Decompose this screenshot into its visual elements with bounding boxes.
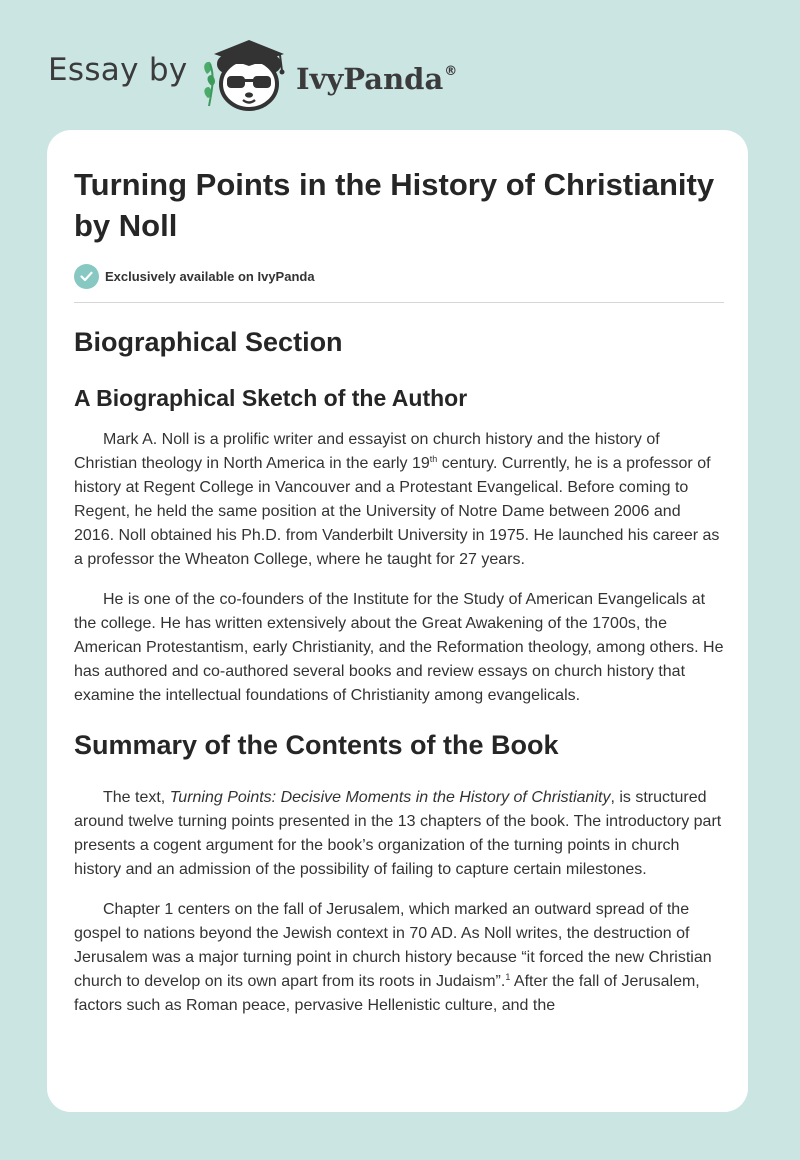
section-heading-biographical: Biographical Section <box>74 327 343 357</box>
check-circle-icon <box>74 264 99 289</box>
paragraph: Chapter 1 centers on the fall of Jerusalem, which marked an outward spread of the gospel to nations beyond the Jewish context in 70 AD. As Noll writes, the destruction of Jerusalem was a major turning point in church history because “it forced the new Christian church to develop on its own apart from its roots in Judaism”.$^1$ After the fall of Jerusalem, factors such as Roman peace, pervasive Hellenistic culture, and the <box>74 901 712 1014</box>
paragraph: He is one of the co-founders of the Institute for the Study of American Evangelicals at the college. He has written extensively about the Great Awakening of the 1700s, the American Protestantism, early Christianity, and the Reformation theology, among others. He has authored and co-authored several books and review essays on church history that examine the intellectual foundations of Christianity among evangelicals. <box>74 591 724 704</box>
subheading-biographical-sketch: A Biographical Sketch of the Author <box>74 385 468 411</box>
paragraph: The text, Turning Points: Decisive Moments in the History of Christianity, is structured around twelve turning points presented in the 13 chapters of the book. The introductory part presents a cogent argument for the book’s organization of the turning points in church history and an admission of the possibility of failing to capture certain milestones. <box>74 789 722 878</box>
content-fade <box>47 1072 748 1112</box>
exclusive-badge-label: Exclusively available on IvyPanda <box>105 268 315 284</box>
panda-graduate-icon[interactable] <box>200 34 296 112</box>
essay-body <box>74 325 724 1018</box>
page-title: Turning Points in the History of Christianity by Noll <box>74 167 715 243</box>
title-divider <box>74 302 724 303</box>
registered-mark: ® <box>444 64 458 79</box>
site-header <box>0 0 800 130</box>
essay-card <box>47 130 748 1112</box>
brand-name: IvyPanda <box>296 62 444 96</box>
exclusive-badge <box>74 263 315 289</box>
paragraph: Mark A. Noll is a prolific writer and essayist on church history and the history of Christian theology in North America in the early 19th century. Currently, he is a professor of history at Regent College in Vancouver and a Protestant Evangelical. Before coming to Regent, he held the same position at the University of Notre Dame between 2006 and 2016. Noll obtained his Ph.D. from Vanderbilt University in 1975. He launched his career as a professor the Wheaton College, where he taught for 27 years. <box>74 431 720 568</box>
essay-by-label: Essay by <box>48 52 188 88</box>
section-heading-summary: Summary of the Contents of the Book <box>74 730 559 760</box>
brand-logo[interactable] <box>296 52 457 99</box>
